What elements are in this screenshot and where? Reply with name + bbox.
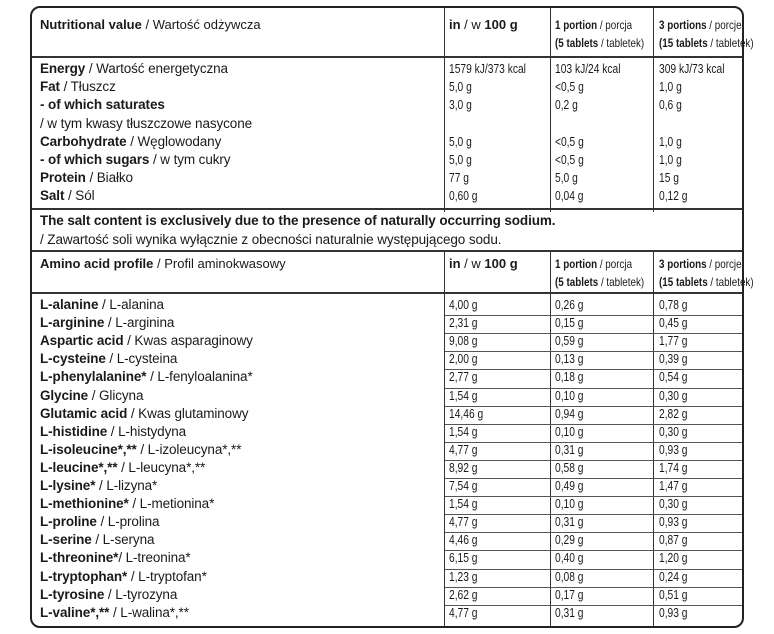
row-label: L-serine / L-seryna xyxy=(40,532,155,548)
value-per-100g: 6,15 g xyxy=(449,551,478,566)
row-label: - of which saturates xyxy=(40,97,165,113)
value-1-portion: 0,18 g xyxy=(555,370,584,385)
row-divider xyxy=(445,496,742,497)
row-label: L-valine*,** / L-walina*,** xyxy=(40,604,189,620)
row-label: Carbohydrate / Węglowodany xyxy=(40,133,222,149)
value-1-portion: 0,31 g xyxy=(555,442,584,457)
row-label: L-threonine*/ L-treonina* xyxy=(40,550,191,566)
row-divider xyxy=(445,605,742,606)
value-3-portions: 1,0 g xyxy=(659,134,682,149)
value-3-portions: 0,30 g xyxy=(659,424,688,439)
table-row xyxy=(32,151,742,169)
value-1-portion: 0,15 g xyxy=(555,316,584,331)
value-3-portions: 0,6 g xyxy=(659,98,682,113)
value-3-portions: 1,74 g xyxy=(659,460,688,475)
value-per-100g: 3,0 g xyxy=(449,98,472,113)
value-per-100g: 7,54 g xyxy=(449,479,478,493)
value-per-100g: 1,54 g xyxy=(449,424,478,439)
value-per-100g: 5,0 g xyxy=(449,153,472,167)
divider xyxy=(32,292,742,294)
value-3-portions: 1,47 g xyxy=(659,479,688,493)
value-1-portion: 0,13 g xyxy=(555,352,584,367)
row-divider xyxy=(445,587,742,588)
value-3-portions: 0,93 g xyxy=(659,515,688,530)
value-3-portions: 0,54 g xyxy=(659,370,688,385)
value-1-portion: 0,2 g xyxy=(555,98,578,113)
value-3-portions: 0,30 g xyxy=(659,497,688,512)
divider xyxy=(32,250,742,252)
value-1-portion: 0,31 g xyxy=(555,515,584,530)
value-1-portion: 0,04 g xyxy=(555,189,584,204)
table-row xyxy=(32,368,742,386)
table-row xyxy=(32,78,742,96)
value-per-100g: 0,60 g xyxy=(449,189,478,204)
value-per-100g: 2,31 g xyxy=(449,316,478,331)
row-divider xyxy=(445,351,742,352)
value-per-100g: 4,46 g xyxy=(449,533,478,548)
value-per-100g: 4,77 g xyxy=(449,442,478,457)
value-1-portion: 0,08 g xyxy=(555,569,584,584)
row-divider xyxy=(445,424,742,425)
salt-note-en: The salt content is exclusively due to the presence of naturally occurring sodium. xyxy=(40,213,556,228)
value-1-portion: 0,40 g xyxy=(555,551,584,566)
value-per-100g: 77 g xyxy=(449,171,469,186)
value-per-100g: 1579 kJ/373 kcal xyxy=(449,62,526,76)
value-per-100g: 4,77 g xyxy=(449,605,478,620)
value-per-100g: 1,54 g xyxy=(449,388,478,403)
value-1-portion: <0,5 g xyxy=(555,80,584,95)
value-3-portions: 1,77 g xyxy=(659,334,688,349)
value-per-100g: 1,54 g xyxy=(449,497,478,512)
row-divider xyxy=(445,369,742,370)
value-1-portion: 0,94 g xyxy=(555,406,584,421)
row-label: Glycine / Glicyna xyxy=(40,387,144,403)
divider xyxy=(32,56,742,58)
table-row xyxy=(32,586,742,604)
table-row xyxy=(32,350,742,368)
value-per-100g: 14,46 g xyxy=(449,406,484,421)
table-row xyxy=(32,549,742,567)
table-row xyxy=(32,387,742,405)
value-per-100g: 4,77 g xyxy=(449,515,478,530)
salt-note xyxy=(32,212,742,250)
value-3-portions: 309 kJ/73 kcal xyxy=(659,62,725,76)
table-row xyxy=(32,332,742,350)
row-label: L-phenylalanine* / L-fenyloalanina* xyxy=(40,369,253,385)
row-divider xyxy=(445,569,742,570)
amino-header xyxy=(32,255,754,291)
table-row xyxy=(32,568,742,586)
header-1-portion: 1 portion / porcja (5 tablets / tabletek) xyxy=(555,18,645,50)
table-row xyxy=(32,604,742,622)
value-1-portion: 0,58 g xyxy=(555,460,584,475)
value-1-portion: 0,26 g xyxy=(555,298,584,312)
table-row xyxy=(32,423,742,441)
row-divider xyxy=(445,532,742,533)
header-1-portion: 1 portion / porcja (5 tablets / tabletek) xyxy=(555,257,645,289)
header-per-100g: in / w 100 g xyxy=(449,256,518,271)
table-row xyxy=(32,405,742,423)
row-divider xyxy=(445,460,742,461)
value-1-portion: <0,5 g xyxy=(555,134,584,149)
value-per-100g: 8,92 g xyxy=(449,460,478,475)
value-3-portions: 0,45 g xyxy=(659,316,688,331)
row-label: Fat / Tłuszcz xyxy=(40,79,116,95)
value-1-portion: 5,0 g xyxy=(555,171,578,186)
value-3-portions: 0,24 g xyxy=(659,569,688,584)
value-per-100g: 5,0 g xyxy=(449,80,472,95)
table-row xyxy=(32,296,742,314)
row-label: L-histidine / L-histydyna xyxy=(40,423,187,439)
value-1-portion: 103 kJ/24 kcal xyxy=(555,62,621,76)
row-label: L-tyrosine / L-tyrozyna xyxy=(40,586,178,602)
value-1-portion: 0,10 g xyxy=(555,424,584,439)
row-label: L-cysteine / L-cysteina xyxy=(40,351,178,367)
row-divider xyxy=(445,333,742,334)
header-per-100g: in / w 100 g xyxy=(449,17,518,32)
nutrition-label-table xyxy=(30,6,754,628)
value-3-portions: 0,51 g xyxy=(659,587,688,602)
value-1-portion: 0,29 g xyxy=(555,533,584,548)
row-label: L-arginine / L-arginina xyxy=(40,315,175,331)
value-3-portions: 1,0 g xyxy=(659,80,682,95)
row-label: L-isoleucine*,** / L-izoleucyna*,** xyxy=(40,441,242,457)
row-label: L-methionine* / L-metionina* xyxy=(40,496,215,512)
value-per-100g: 2,77 g xyxy=(449,370,478,385)
value-1-portion: 0,49 g xyxy=(555,479,584,493)
value-3-portions: 0,87 g xyxy=(659,533,688,548)
value-3-portions: 0,30 g xyxy=(659,388,688,403)
value-per-100g: 2,62 g xyxy=(449,587,478,602)
table-row xyxy=(32,133,742,151)
value-per-100g: 2,00 g xyxy=(449,352,478,367)
table-row xyxy=(32,187,742,205)
row-divider xyxy=(445,478,742,479)
table-row xyxy=(32,115,742,133)
header-3-portions: 3 portions / porcje (15 tablets / tabletek) xyxy=(659,18,754,50)
amino-header-title: Amino acid profile / Profil aminokwasowy xyxy=(40,256,286,271)
row-divider xyxy=(445,406,742,407)
value-3-portions: 0,93 g xyxy=(659,442,688,457)
table-row xyxy=(32,495,742,513)
row-label: L-proline / L-prolina xyxy=(40,514,160,530)
row-label: Aspartic acid / Kwas asparaginowy xyxy=(40,333,253,349)
row-label: L-leucine*,** / L-leucyna*,** xyxy=(40,459,206,475)
row-label: L-tryptophan* / L-tryptofan* xyxy=(40,568,207,584)
row-label: Salt / Sól xyxy=(40,188,95,204)
value-3-portions: 0,12 g xyxy=(659,189,688,204)
value-1-portion xyxy=(555,115,653,133)
value-1-portion: 0,31 g xyxy=(555,605,584,620)
row-label: L-lysine* / L-lizyna* xyxy=(40,478,158,493)
row-label: Glutamic acid / Kwas glutaminowy xyxy=(40,405,249,421)
value-1-portion: 0,10 g xyxy=(555,497,584,512)
salt-note-pl: / Zawartość soli wynika wyłącznie z obecności naturalnie występującego sodu. xyxy=(40,232,502,247)
row-divider xyxy=(445,514,742,515)
value-per-100g: 9,08 g xyxy=(449,334,478,349)
table-row xyxy=(32,96,742,114)
table-row xyxy=(32,60,742,78)
row-divider xyxy=(445,442,742,443)
value-3-portions: 2,82 g xyxy=(659,406,688,421)
row-label: / w tym kwasy tłuszczowe nasycone xyxy=(40,115,253,131)
row-divider xyxy=(445,315,742,316)
row-label: Energy / Wartość energetyczna xyxy=(40,61,228,76)
value-1-portion: 0,17 g xyxy=(555,587,584,602)
nutrition-header-title: Nutritional value / Wartość odżywcza xyxy=(40,17,261,32)
value-3-portions: 0,93 g xyxy=(659,605,688,620)
value-per-100g: 5,0 g xyxy=(449,134,472,149)
nutrition-header xyxy=(32,16,754,56)
value-per-100g xyxy=(449,115,543,133)
value-1-portion: <0,5 g xyxy=(555,153,584,167)
row-divider xyxy=(445,550,742,551)
row-label: L-alanine / L-alanina xyxy=(40,297,164,312)
value-3-portions: 1,0 g xyxy=(659,153,682,167)
value-1-portion: 0,10 g xyxy=(555,388,584,403)
value-3-portions: 0,78 g xyxy=(659,298,688,312)
table-row xyxy=(32,169,742,187)
value-3-portions: 15 g xyxy=(659,171,679,186)
table-row xyxy=(32,459,742,477)
table-row xyxy=(32,441,742,459)
value-1-portion: 0,59 g xyxy=(555,334,584,349)
row-divider xyxy=(445,388,742,389)
value-3-portions: 1,20 g xyxy=(659,551,688,566)
header-3-portions: 3 portions / porcje (15 tablets / tabletek) xyxy=(659,257,754,289)
divider xyxy=(32,208,742,210)
table-row xyxy=(32,513,742,531)
row-label: Protein / Białko xyxy=(40,170,133,186)
value-3-portions xyxy=(659,115,745,133)
value-per-100g: 1,23 g xyxy=(449,569,478,584)
row-label: - of which sugars / w tym cukry xyxy=(40,152,231,167)
table-row xyxy=(32,314,742,332)
table-row xyxy=(32,531,742,549)
value-per-100g: 4,00 g xyxy=(449,298,478,312)
value-3-portions: 0,39 g xyxy=(659,352,688,367)
table-row xyxy=(32,477,742,495)
